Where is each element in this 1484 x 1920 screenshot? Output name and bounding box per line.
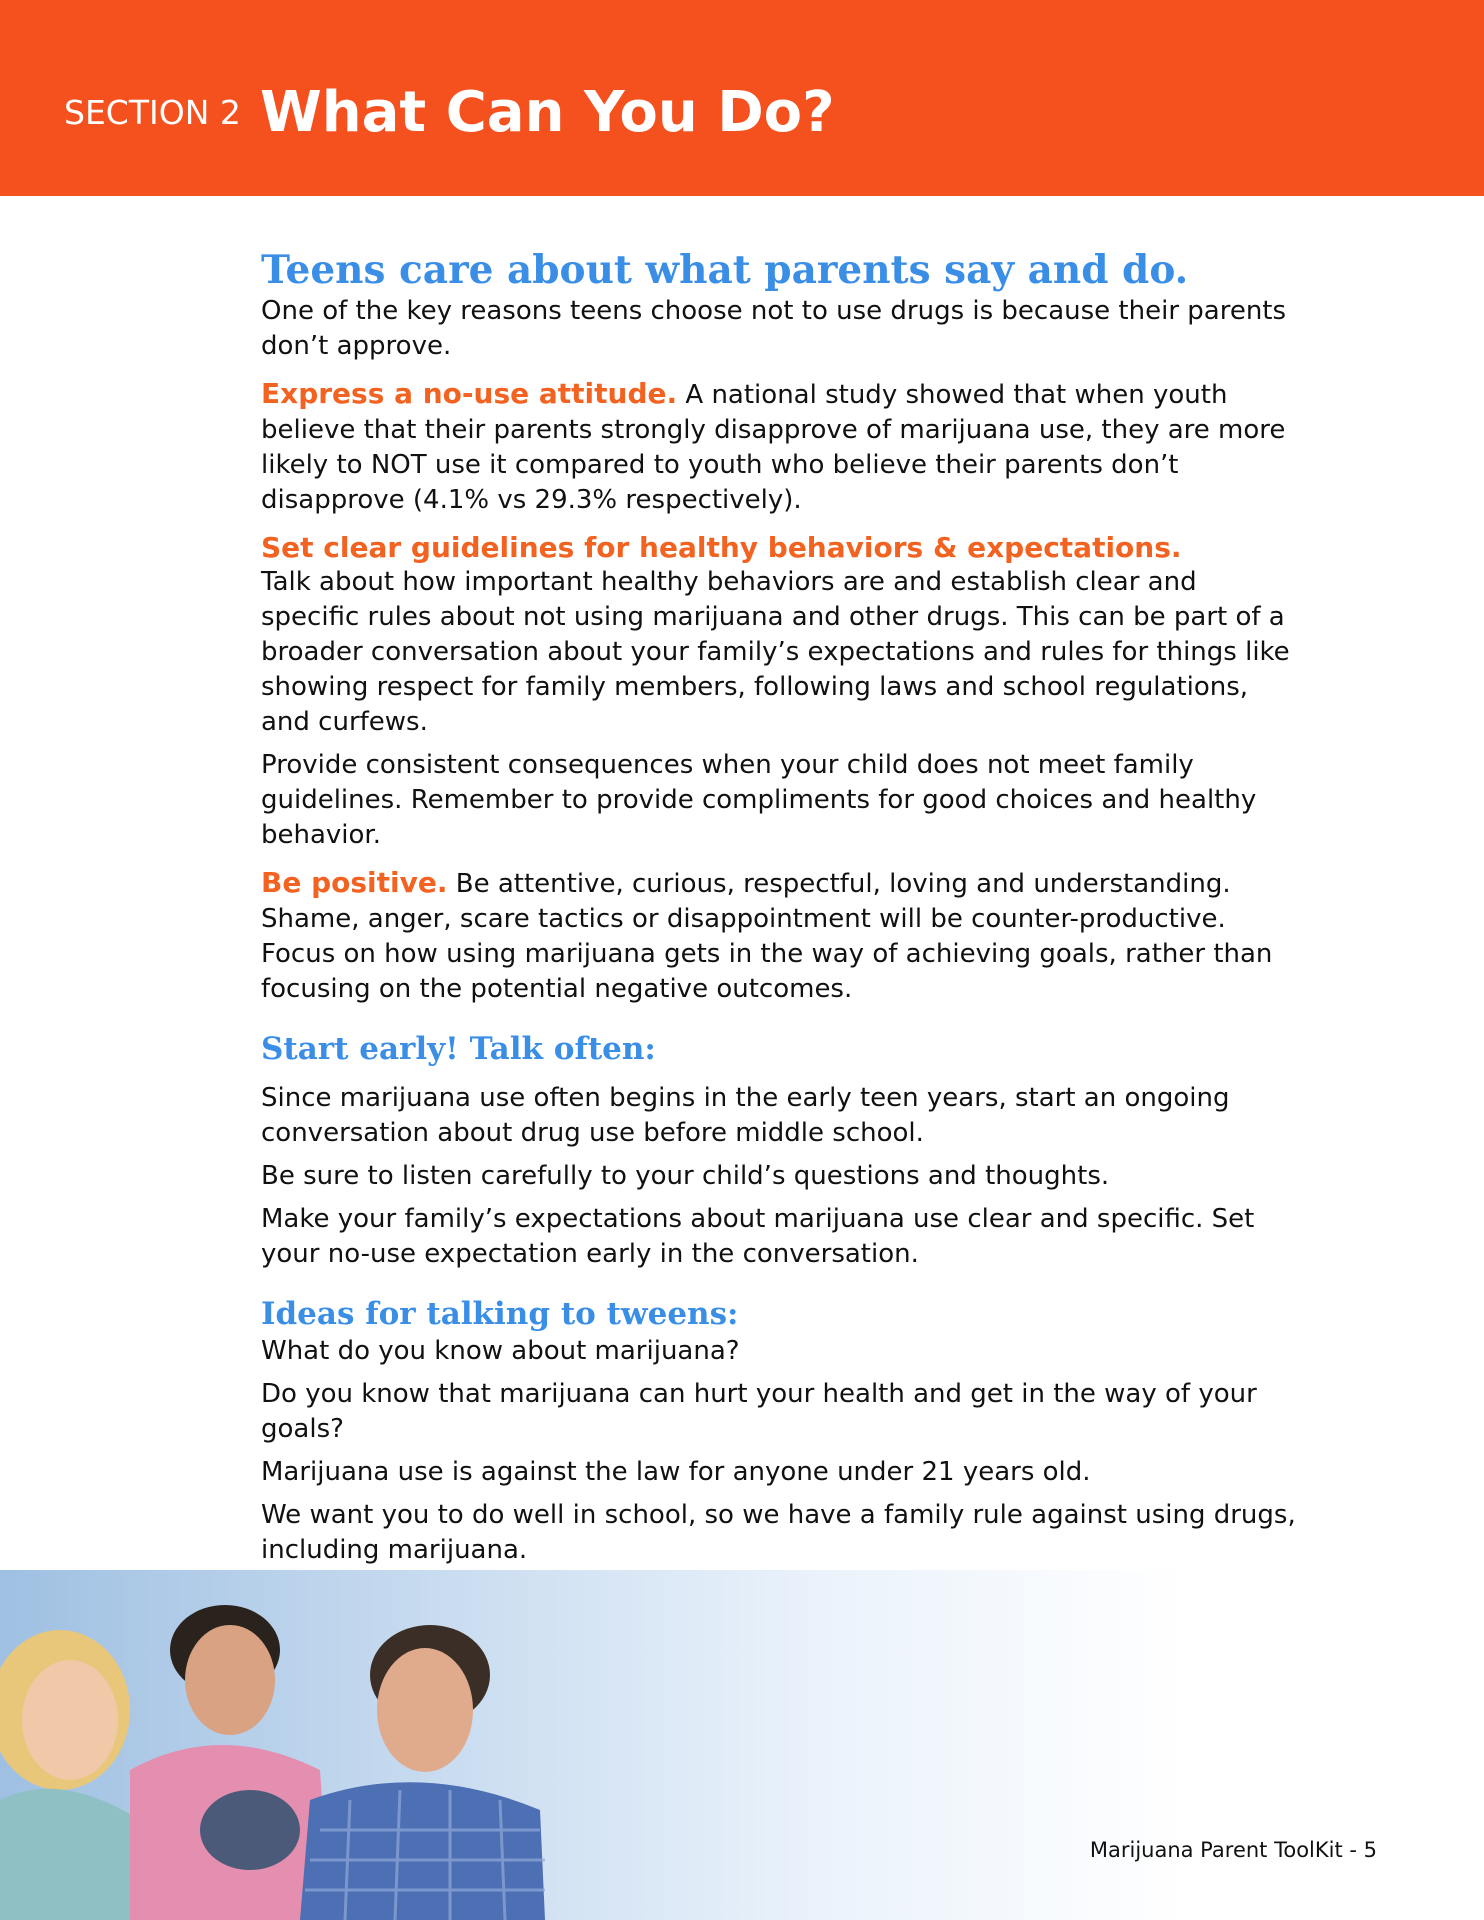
section-label: SECTION 2 — [64, 93, 241, 132]
intro-text: One of the key reasons teens choose not to use drugs is because their parents don’t approve. — [261, 296, 1287, 361]
no-use-lead: Express a no-use attitude. — [261, 377, 678, 410]
tweens-heading: Ideas for talking to tweens: — [261, 1296, 739, 1332]
positive-text: Be attentive, curious, respectful, loving and understanding. Shame, anger, scare tactics or disappointment will be counter-productive. Focus on how using marijuana gets in the way of achieving goals, rather than focusing on the potential negative outcomes. — [261, 869, 1273, 1004]
tweens-item: Do you know that marijuana can hurt your health and get in the way of your goals? — [261, 1379, 1257, 1444]
no-use-paragraph — [261, 376, 1301, 518]
tweens-item: We want you to do well in school, so we have a family rule against using drugs, including marijuana. — [261, 1500, 1296, 1565]
start-early-item: Make your family’s expectations about marijuana use clear and specific. Set your no-use expectation early in the conversation. — [261, 1204, 1255, 1269]
page-title: What Can You Do? — [260, 80, 835, 145]
guidelines-lead: Set clear guidelines for healthy behaviors & expectations. — [261, 531, 1182, 564]
start-early-item: Since marijuana use often begins in the early teen years, start an ongoing conversation about drug use before middle school. — [261, 1083, 1230, 1148]
guidelines-text-1: Talk about how important healthy behaviors are and establish clear and specific rules about not using marijuana and other drugs. This can be part of a broader conversation about your family’s expectations and rules for things like showing respect for family members, following laws and school regulations, and curfews. — [261, 567, 1290, 737]
start-early-item: Be sure to listen carefully to your child’s questions and thoughts. — [261, 1161, 1110, 1191]
tweens-item: What do you know about marijuana? — [261, 1336, 740, 1366]
no-use-text: A national study showed that when youth believe that their parents strongly disapprove of marijuana use, they are more likely to NOT use it compared to youth who believe their parents don’t disapprove (4.1% vs 29.3% respectively). — [261, 380, 1286, 515]
positive-lead: Be positive. — [261, 866, 448, 899]
tweens-item: Marijuana use is against the law for anyone under 21 years old. — [261, 1457, 1091, 1487]
page-footer: Marijuana Parent ToolKit - 5 — [1089, 1838, 1377, 1862]
main-content — [261, 246, 1301, 1568]
start-early-heading: Start early! Talk often: — [261, 1031, 656, 1067]
guidelines-text-2: Provide consistent consequences when your child does not meet family guidelines. Remember to provide compliments for good choices and healthy behavior. — [261, 750, 1257, 850]
intro-heading: Teens care about what parents say and do. — [261, 247, 1189, 293]
positive-paragraph — [261, 865, 1301, 1007]
section-header-banner — [0, 0, 1484, 196]
family-photo — [0, 1570, 560, 1920]
